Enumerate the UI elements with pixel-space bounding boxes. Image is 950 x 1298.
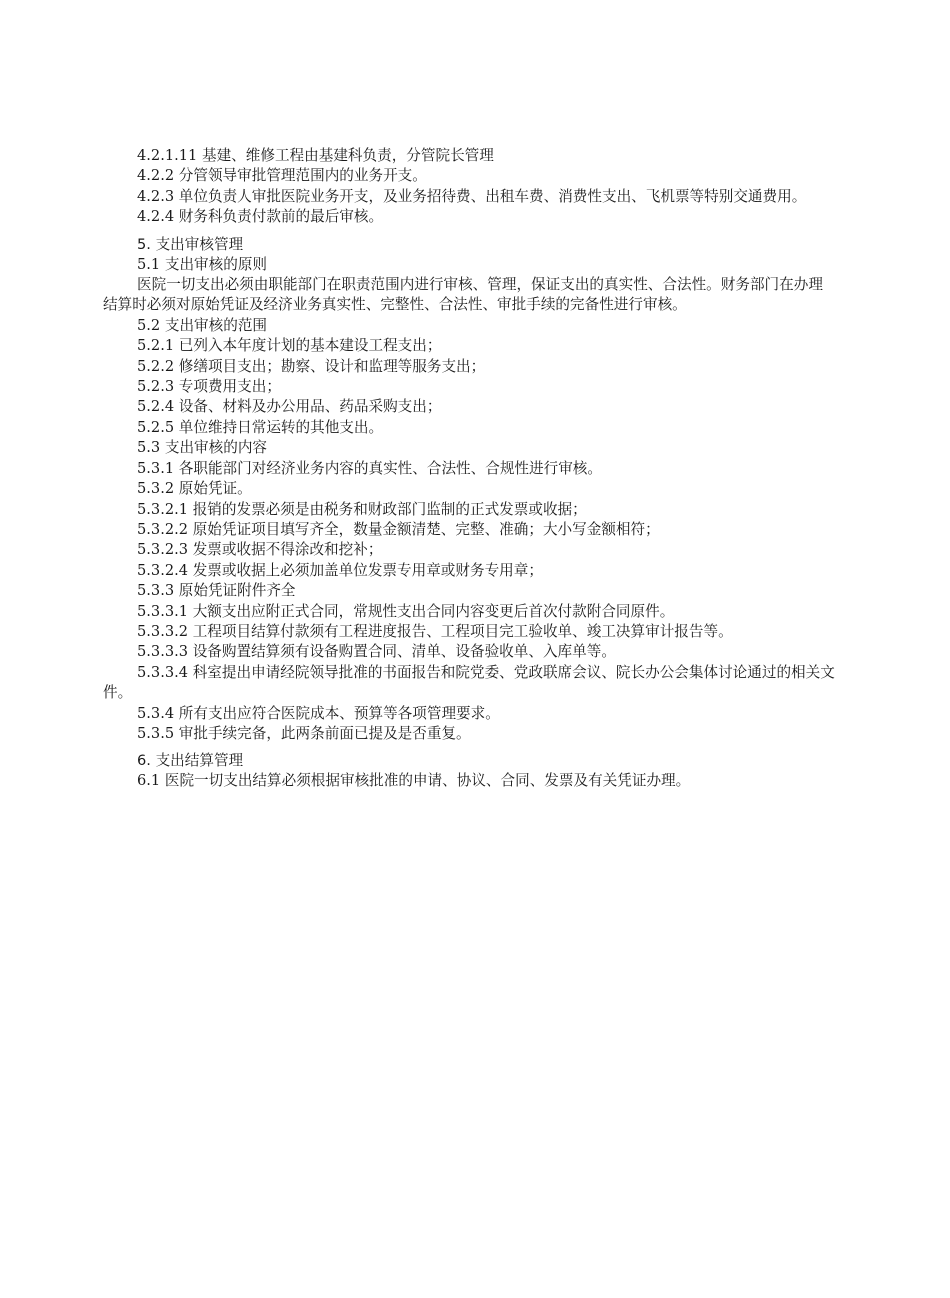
clause-5-1: 5.1 支出审核的原则 <box>137 255 268 273</box>
document-page <box>103 146 837 792</box>
clause-5-3-3-3: 5.3.3.3 设备购置结算须有设备购置合同、清单、设备验收单、入库单等。 <box>137 643 616 661</box>
clause-5-3-2-2: 5.3.2.2 原始凭证项目填写齐全，数量金额清楚、完整、准确；大小写金额相符； <box>137 520 660 538</box>
clause-5-2-5: 5.2.5 单位维持日常运转的其他支出。 <box>137 418 384 436</box>
clause-5-3-3: 5.3.3 原始凭证附件齐全 <box>137 582 296 600</box>
clause-5-3-3-1: 5.3.3.1 大额支出应附正式合同，常规性支出合同内容变更后首次付款附合同原件。 <box>137 602 675 620</box>
clause-5-3-2-3: 5.3.2.3 发票或收据不得涂改和挖补； <box>137 541 383 559</box>
clause-5-2: 5.2 支出审核的范围 <box>137 316 268 334</box>
clause-6-1: 6.1 医院一切支出结算必须根据审核批准的申请、协议、合同、发票及有关凭证办理。 <box>137 772 691 790</box>
clause-5-2-2: 5.2.2 修缮项目支出；勘察、设计和监理等服务支出； <box>137 357 486 375</box>
section-heading-5: 5. 支出审核管理 <box>137 235 244 253</box>
clause-5-3-1: 5.3.1 各职能部门对经济业务内容的真实性、合法性、合规性进行审核。 <box>137 459 602 477</box>
clause-4-2-2: 4.2.2 分管领导审批管理范围内的业务开支。 <box>137 167 427 185</box>
clause-4-2-1-11: 4.2.1.11 基建、维修工程由基建科负责，分管院长管理 <box>137 147 494 164</box>
clause-5-3-4: 5.3.4 所有支出应符合医院成本、预算等各项管理要求。 <box>137 704 500 722</box>
clause-5-2-1: 5.2.1 已列入本年度计划的基本建设工程支出； <box>137 337 442 355</box>
clause-5-3-3-4: 5.3.3.4 科室提出申请经院领导批准的书面报告和院党委、党政联席会议、院长办公会集体讨论通过的相关文件。 <box>103 663 835 702</box>
clause-5-2-4: 5.2.4 设备、材料及办公用品、药品采购支出； <box>137 398 442 416</box>
clause-5-1-body: 医院一切支出必须由职能部门在职责范围内进行审核、管理，保证支出的真实性、合法性。财务部门在办理结算时必须对原始凭证及经济业务真实性、完整性、合法性、审批手续的完备性进行审核。 <box>103 276 823 314</box>
clause-4-2-3: 4.2.3 单位负责人审批医院业务开支，及业务招待费、出租车费、消费性支出、飞机票等特别交通费用。 <box>137 187 807 205</box>
clause-5-3-2-1: 5.3.2.1 报销的发票必须是由税务和财政部门监制的正式发票或收据； <box>137 500 587 518</box>
clause-5-3-3-2: 5.3.3.2 工程项目结算付款须有工程进度报告、工程项目完工验收单、竣工决算审计报告等。 <box>137 622 733 640</box>
clause-5-3-5: 5.3.5 审批手续完备，此两条前面已提及是否重复。 <box>137 724 471 742</box>
section-heading-6: 6. 支出结算管理 <box>137 752 244 770</box>
clause-5-3-2: 5.3.2 原始凭证。 <box>137 480 252 498</box>
clause-5-3: 5.3 支出审核的内容 <box>137 439 268 457</box>
clause-4-2-4: 4.2.4 财务科负责付款前的最后审核。 <box>137 208 384 226</box>
clause-5-2-3: 5.2.3 专项费用支出； <box>137 378 281 396</box>
clause-5-3-2-4: 5.3.2.4 发票或收据上必须加盖单位发票专用章或财务专用章； <box>137 561 543 579</box>
